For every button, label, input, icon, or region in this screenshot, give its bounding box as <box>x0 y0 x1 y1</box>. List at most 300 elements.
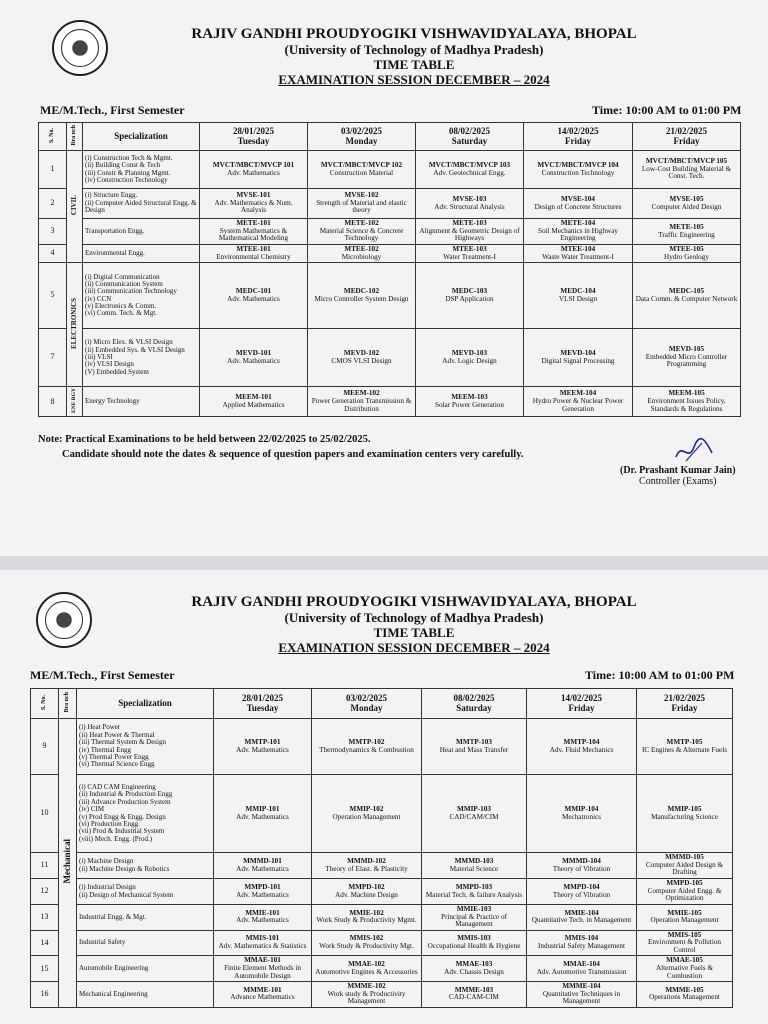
paper-subject: Advance Mathematics <box>230 993 295 1002</box>
signatory-block <box>620 465 736 487</box>
paper-subject: Micro Controller System Design <box>314 294 409 303</box>
specialization-item: (vi) Thermal Science Engg <box>79 760 155 769</box>
paper-code: MVCT/MBCT/MVCP 105 <box>645 157 728 166</box>
paper-code: MMME-101 <box>243 985 282 994</box>
paper-code: MMIS-101 <box>245 934 280 943</box>
note-line-2: Candidate should note the dates & sequence of question papers and examination centers very carefully. <box>62 449 524 461</box>
paper-code: MEEM-105 <box>668 389 705 398</box>
paper-subject: Computer Aided Engg. & Optimization <box>647 886 722 903</box>
exam-cell <box>527 905 637 931</box>
signature-icon <box>672 437 716 465</box>
exam-cell <box>527 853 637 879</box>
paper-code: MVSE-102 <box>344 191 379 200</box>
table-row <box>39 329 741 387</box>
exam-cell <box>312 853 422 879</box>
paper-subject: Theory of Elast. & Plasticity <box>325 864 408 873</box>
paper-code: MMIE-101 <box>245 908 280 917</box>
paper-subject: Manufacturing Science <box>651 812 718 821</box>
exam-cell <box>422 905 527 931</box>
paper-subject: VLSI Design <box>558 294 598 303</box>
table-row <box>39 245 741 263</box>
specialization-cell <box>83 189 200 219</box>
paper-subject: Computer Aided Design <box>651 202 722 211</box>
paper-subject: Microbiology <box>341 252 382 261</box>
paper-code: MMMD-105 <box>665 853 704 862</box>
date-header: 08/02/2025 Saturday <box>422 689 527 719</box>
exam-cell <box>422 879 527 905</box>
paper-subject: Adv. Mathematics <box>227 168 280 177</box>
paper-subject: Operation Management <box>650 916 719 925</box>
paper-code: MVCT/MBCT/MVCP 103 <box>428 160 511 169</box>
paper-subject: Embedded Micro Controller Programming <box>645 352 728 369</box>
paper-code: MTEE-102 <box>344 245 379 253</box>
specialization-header: Specialization <box>77 689 214 719</box>
exam-cell <box>416 263 524 329</box>
paper-subject: Hydro Geology <box>664 252 709 261</box>
timetable-1 <box>38 122 741 417</box>
paper-subject: Thermodynamics & Combustion <box>319 745 414 754</box>
specialization-cell <box>77 879 214 905</box>
date-header: 14/02/2025 Friday <box>524 123 633 151</box>
paper-subject: Material Science <box>449 864 499 873</box>
paper-code: MMTP-104 <box>563 737 600 746</box>
exam-cell <box>214 956 312 982</box>
specialization-item: (i) Micro Elex. & VLSI Design <box>85 338 173 347</box>
paper-subject: Waste Water Treatment-I <box>542 252 614 261</box>
serial-number: 1 <box>39 151 67 189</box>
specialization-item: (iv) Construction Technology <box>85 175 168 184</box>
signatory-name: (Dr. Prashant Kumar Jain) <box>620 465 736 476</box>
paper-code: MMIP-101 <box>245 804 280 813</box>
exam-cell <box>214 879 312 905</box>
paper-subject: Principal & Practice of Management <box>440 912 508 929</box>
paper-subject: Water Treatment-I <box>443 252 496 261</box>
exam-cell <box>637 905 733 931</box>
exam-cell <box>633 329 741 387</box>
serial-number: 4 <box>39 245 67 263</box>
specialization-item: (v) Electronics & Comm. <box>85 301 157 310</box>
paper-code: MMMD-104 <box>562 856 601 865</box>
paper-subject: Adv. Mathematics <box>236 812 289 821</box>
exam-cell <box>214 905 312 931</box>
paper-subject: Finite Element Methods in Automobile Design <box>224 963 301 980</box>
serial-number: 11 <box>31 853 59 879</box>
paper-subject: Design of Concrete Structures <box>534 202 622 211</box>
paper-code: MMMD-101 <box>243 856 282 865</box>
exam-cell <box>422 775 527 853</box>
serial-number: 10 <box>31 775 59 853</box>
table-row <box>31 775 733 853</box>
paper-code: MEVD-104 <box>560 349 596 358</box>
date-header: 21/02/2025 Friday <box>633 123 741 151</box>
paper-subject: Quantitative Tech. in Management <box>531 916 632 925</box>
paper-code: MEEM-104 <box>559 389 597 398</box>
paper-code: MMIS-105 <box>667 930 702 939</box>
paper-subject: Data Comm. & Computer Network <box>635 294 738 303</box>
paper-subject: Adv. Structural Analysis <box>434 202 505 211</box>
paper-code: MMPD-101 <box>244 882 281 891</box>
table-row <box>31 879 733 905</box>
paper-subject: Adv. Mathematics & Statistics <box>218 942 307 951</box>
paper-subject: Adv. Mathematics <box>227 356 280 365</box>
paper-code: MMAE-105 <box>666 956 703 965</box>
sno-header: S. No. <box>39 123 67 151</box>
paper-code: MMME-104 <box>562 982 601 991</box>
specialization-cell <box>77 956 214 982</box>
paper-code: MMMD-103 <box>454 856 494 865</box>
header-row <box>39 123 741 151</box>
paper-subject: Digital Signal Processing <box>541 356 615 365</box>
paper-subject: Industrial Safety Management <box>537 942 626 951</box>
paper-subject: Adv. Mathematics <box>227 294 280 303</box>
branch-group: ENE RGY <box>67 387 83 417</box>
specialization-cell <box>77 853 214 879</box>
exam-time: Time: 10:00 AM to 01:00 PM <box>592 103 742 117</box>
exam-cell <box>527 879 637 905</box>
date-header: 03/02/2025 Monday <box>308 123 416 151</box>
paper-code: MEDC-103 <box>451 287 488 296</box>
paper-code: MMAE-103 <box>455 960 493 969</box>
paper-subject: Automotive Engines & Accessories <box>315 967 418 976</box>
paper-subject: Heat and Mass Transfer <box>439 745 509 754</box>
doc-title: TIME TABLE <box>373 57 455 73</box>
serial-number: 7 <box>39 329 67 387</box>
paper-code: MMPD-104 <box>563 882 600 891</box>
specialization-item: (i) Digital Communication <box>85 272 160 281</box>
exam-cell <box>308 387 416 417</box>
paper-code: MVSE-101 <box>236 191 271 200</box>
paper-subject: System Mathematics & Mathematical Modeling <box>218 226 289 243</box>
exam-cell <box>200 189 308 219</box>
paper-code: MVSE-105 <box>669 194 704 203</box>
exam-cell <box>637 719 733 775</box>
exam-cell <box>308 151 416 189</box>
note-line-1: Note: Practical Examinations to be held between 22/02/2025 to 25/02/2025. <box>38 434 371 445</box>
paper-code: MMPD-105 <box>666 879 703 888</box>
exam-cell <box>214 930 312 956</box>
exam-cell <box>637 982 733 1008</box>
paper-subject: Alignment & Geometric Design of Highways <box>419 226 520 243</box>
specialization-item: (i) Heat Power <box>79 723 121 732</box>
paper-code: MMPD-102 <box>348 882 385 891</box>
paper-subject: Construction Technology <box>541 168 615 177</box>
paper-subject: Adv. Mathematics <box>236 745 289 754</box>
exam-cell <box>308 329 416 387</box>
specialization-item: Automobile Engineering <box>79 964 149 973</box>
specialization-item: Industrial Engg. & Mgt. <box>79 912 147 921</box>
paper-subject: Material Science & Concrete Technology <box>319 226 404 243</box>
paper-subject: Adv. Automotive Transmission <box>536 967 627 976</box>
exam-cell <box>637 775 733 853</box>
specialization-cell <box>83 245 200 263</box>
university-subtitle: (University of Technology of Madhya Pradesh) <box>284 610 544 626</box>
paper-subject: Strength of Material and elastic theory <box>316 198 407 215</box>
paper-code: MMIE-105 <box>667 908 702 917</box>
paper-code: METE-101 <box>236 219 271 228</box>
specialization-item: (iii) Constr & Planning Mgmt. <box>85 168 171 177</box>
exam-note <box>38 432 524 462</box>
specialization-cell <box>77 982 214 1008</box>
specialization-header: Specialization <box>83 123 200 151</box>
table-row <box>31 930 733 956</box>
serial-number: 12 <box>31 879 59 905</box>
paper-code: MMME-102 <box>347 982 386 991</box>
exam-cell <box>416 151 524 189</box>
exam-cell <box>200 245 308 263</box>
exam-cell <box>416 189 524 219</box>
paper-subject: Operation Management <box>332 812 401 821</box>
exam-cell <box>416 245 524 263</box>
paper-code: MEDC-101 <box>235 287 272 296</box>
paper-subject: Adv. Fluid Mechanics <box>549 745 614 754</box>
paper-code: MMTP-105 <box>666 737 703 746</box>
date-header: 21/02/2025 Friday <box>637 689 733 719</box>
doc-title: TIME TABLE <box>373 625 455 641</box>
paper-code: MMIE-102 <box>349 908 384 917</box>
serial-number: 13 <box>31 905 59 931</box>
exam-cell <box>524 189 633 219</box>
university-name: RAJIV GANDHI PROUDYOGIKI VISHWAVIDYALAYA, BHOPAL <box>191 26 637 42</box>
paper-code: MEDC-104 <box>560 287 596 296</box>
specialization-item: (viii) Mech. Engg. (Prod.) <box>79 834 153 843</box>
paper-code: MEDC-105 <box>668 287 705 296</box>
course-label: ME/M.Tech., First Semester <box>30 668 175 682</box>
paper-code: MEEM-101 <box>235 393 272 402</box>
paper-code: MVSE-103 <box>452 194 487 203</box>
timetable-2 <box>30 688 733 1008</box>
paper-code: MEVD-102 <box>343 349 380 358</box>
specialization-item: (vi) Production Engg. <box>79 819 140 828</box>
specialization-item: (ii) Computer Aided Structural Engg. & Design <box>85 198 197 215</box>
serial-number: 15 <box>31 956 59 982</box>
specialization-item: (iv) Thermal Engg <box>79 745 131 754</box>
exam-cell <box>422 853 527 879</box>
paper-code: MMIS-102 <box>349 934 384 943</box>
branch-group: Mechanical <box>59 719 77 1008</box>
paper-subject: Soil Mechanics in Highway Engineering <box>537 226 619 243</box>
exam-cell <box>524 387 633 417</box>
exam-cell <box>527 775 637 853</box>
specialization-item: (iii) Advance Production System <box>79 797 171 806</box>
paper-code: MMME-103 <box>454 985 494 994</box>
paper-subject: Adv. Mathematics <box>236 916 289 925</box>
specialization-cell <box>83 151 200 189</box>
specialization-item: (iii) Thermal System & Design <box>79 738 166 747</box>
specialization-item: (ii) Design of Mechanical System <box>79 890 174 899</box>
exam-cell <box>416 387 524 417</box>
specialization-item: (V) Embedded System <box>85 367 149 376</box>
exam-cell <box>214 775 312 853</box>
serial-number: 2 <box>39 189 67 219</box>
specialization-item: (iii) Communication Technology <box>85 287 177 296</box>
exam-cell <box>422 719 527 775</box>
table-row <box>39 263 741 329</box>
serial-number: 5 <box>39 263 67 329</box>
exam-cell <box>527 982 637 1008</box>
header-row <box>31 689 733 719</box>
paper-subject: Adv. Mathematics & Num. Analysis <box>214 198 293 215</box>
paper-code: MVCT/MBCT/MVCP 101 <box>212 160 295 169</box>
exam-cell <box>416 219 524 245</box>
paper-code: METE-104 <box>560 219 596 228</box>
paper-subject: Low-Cost Building Material & Const. Tech. <box>641 164 732 181</box>
exam-cell <box>312 905 422 931</box>
exam-cell <box>416 329 524 387</box>
branch-group: ELECTRONICS <box>67 263 83 387</box>
paper-subject: Occupational Health & Hygiene <box>427 942 521 951</box>
exam-cell <box>527 719 637 775</box>
exam-cell <box>422 956 527 982</box>
exam-cell <box>637 930 733 956</box>
exam-cell <box>524 263 633 329</box>
paper-code: MEVD-105 <box>668 345 705 354</box>
paper-subject: Adv. Chassis Design <box>444 967 504 976</box>
table-row <box>31 853 733 879</box>
paper-subject: Environment & Pollution Control <box>647 938 722 954</box>
table-row <box>39 189 741 219</box>
exam-cell <box>200 219 308 245</box>
paper-subject: Work Study & Productivity Mgt. <box>319 942 414 951</box>
paper-subject: Mechatronics <box>561 812 602 821</box>
paper-code: MMMD-102 <box>347 856 386 865</box>
paper-subject: Adv. Mathematics <box>236 864 289 873</box>
date-header: 03/02/2025 Monday <box>312 689 422 719</box>
serial-number: 3 <box>39 219 67 245</box>
specialization-item: (ii) Industrial & Production Engg <box>79 790 173 799</box>
paper-subject: Adv. Logic Design <box>442 356 497 365</box>
exam-session: EXAMINATION SESSION DECEMBER – 2024 <box>278 72 550 88</box>
exam-cell <box>637 853 733 879</box>
paper-code: MMIS-103 <box>457 934 491 943</box>
exam-cell <box>214 982 312 1008</box>
specialization-cell <box>83 387 200 417</box>
paper-code: MMTP-103 <box>456 737 492 746</box>
specialization-item: (v) Thermal Power Engg <box>79 752 149 761</box>
paper-subject: Adv. Geotechnical Engg. <box>433 168 506 177</box>
exam-cell <box>524 219 633 245</box>
exam-cell <box>637 879 733 905</box>
exam-cell <box>308 219 416 245</box>
paper-subject: Theory of Vibration <box>552 890 611 899</box>
paper-code: MEDC-102 <box>343 287 380 296</box>
date-header: 08/02/2025 Saturday <box>416 123 524 151</box>
paper-subject: Environmental Chemistry <box>216 252 291 261</box>
specialization-item: (ii) Embedded Sys. & VLSI Design <box>85 345 185 354</box>
paper-subject: Work Study & Productivity Mgmt. <box>316 916 417 925</box>
page-header <box>60 26 768 88</box>
university-subtitle: (University of Technology of Madhya Pradesh) <box>284 42 544 58</box>
exam-cell <box>527 930 637 956</box>
exam-cell <box>312 982 422 1008</box>
exam-cell <box>633 387 741 417</box>
exam-session: EXAMINATION SESSION DECEMBER – 2024 <box>278 640 550 656</box>
branch-header: Bra nch <box>59 689 77 719</box>
paper-code: MMAE-102 <box>348 960 385 969</box>
exam-cell <box>524 151 633 189</box>
specialization-cell <box>77 775 214 853</box>
specialization-item: Transportation Engg. <box>85 226 145 235</box>
specialization-item: (i) Industrial Design <box>79 883 136 892</box>
exam-time: Time: 10:00 AM to 01:00 PM <box>585 668 735 682</box>
exam-cell <box>524 245 633 263</box>
table-row <box>31 982 733 1008</box>
paper-code: METE-102 <box>344 219 379 228</box>
paper-code: MEEM-102 <box>343 389 380 398</box>
exam-cell <box>308 245 416 263</box>
exam-cell <box>308 263 416 329</box>
paper-subject: Computer Aided Design & Drafting <box>645 860 724 877</box>
exam-cell <box>633 219 741 245</box>
specialization-item: (ii) Building Const & Tech <box>85 161 161 170</box>
exam-cell <box>200 151 308 189</box>
specialization-item: (i) Machine Design <box>79 857 134 866</box>
paper-subject: IC Engines & Alternate Fuels <box>641 745 728 754</box>
exam-cell <box>312 956 422 982</box>
signatory-title: Controller (Exams) <box>639 476 717 487</box>
specialization-item: Industrial Safety <box>79 938 126 947</box>
specialization-item: Mechanical Engineering <box>79 989 148 998</box>
paper-code: METE-105 <box>669 222 704 231</box>
paper-code: MMTP-101 <box>244 737 281 746</box>
specialization-item: (iv) CCN <box>85 294 112 303</box>
paper-subject: Applied Mathematics <box>222 400 285 409</box>
exam-cell <box>312 719 422 775</box>
paper-code: MMIP-105 <box>667 804 702 813</box>
specialization-item: (ii) Machine Design & Robotics <box>79 864 170 873</box>
paper-code: MTEE-104 <box>560 245 596 253</box>
paper-subject: Adv. Machine Design <box>335 890 398 899</box>
branch-header: Bra nch <box>67 123 83 151</box>
paper-code: MTEE-105 <box>669 245 704 253</box>
paper-code: MVCT/MBCT/MVCP 102 <box>320 160 403 169</box>
table-row <box>39 387 741 417</box>
specialization-item: (i) CAD CAM Engineering <box>79 783 156 792</box>
exam-cell <box>633 151 741 189</box>
specialization-item: (iii) VLSI <box>85 352 113 361</box>
paper-subject: Operations Management <box>649 993 720 1002</box>
paper-code: MMIP-102 <box>349 804 384 813</box>
paper-code: MMAE-104 <box>563 960 600 969</box>
paper-code: MMIP-104 <box>564 804 599 813</box>
exam-cell <box>312 930 422 956</box>
specialization-cell <box>83 263 200 329</box>
paper-subject: Hydro Power & Nuclear Power Generation <box>532 396 624 413</box>
paper-code: MEEM-103 <box>451 393 488 402</box>
specialization-item: (ii) Communication System <box>85 279 163 288</box>
specialization-cell <box>83 219 200 245</box>
paper-code: MMME-105 <box>665 985 704 994</box>
paper-code: MTEE-101 <box>236 245 271 253</box>
table-row <box>31 905 733 931</box>
specialization-item: (vii) Prod & Industrial System <box>79 827 165 836</box>
sno-header: S. No. <box>31 689 59 719</box>
timetable-page-2 <box>0 570 768 1024</box>
table-row <box>39 219 741 245</box>
paper-code: MMIE-103 <box>456 905 492 913</box>
paper-subject: Environment Issues Policy, Standards & Regulations <box>647 396 726 413</box>
exam-cell <box>422 930 527 956</box>
paper-code: METE-103 <box>452 219 487 228</box>
date-header: 28/01/2025 Tuesday <box>200 123 308 151</box>
specialization-item: (v) Prod Engg & Engg. Design <box>79 812 166 821</box>
university-name: RAJIV GANDHI PROUDYOGIKI VISHWAVIDYALAYA, BHOPAL <box>191 594 637 610</box>
exam-cell <box>214 853 312 879</box>
specialization-cell <box>77 719 214 775</box>
specialization-item: (ii) Heat Power & Thermal <box>79 730 155 739</box>
paper-code: MVCT/MBCT/MVCP 104 <box>537 160 619 169</box>
specialization-item: (iv) CIM <box>79 805 105 814</box>
specialization-item: (vi) Comm. Tech. & Mgt. <box>85 309 157 318</box>
